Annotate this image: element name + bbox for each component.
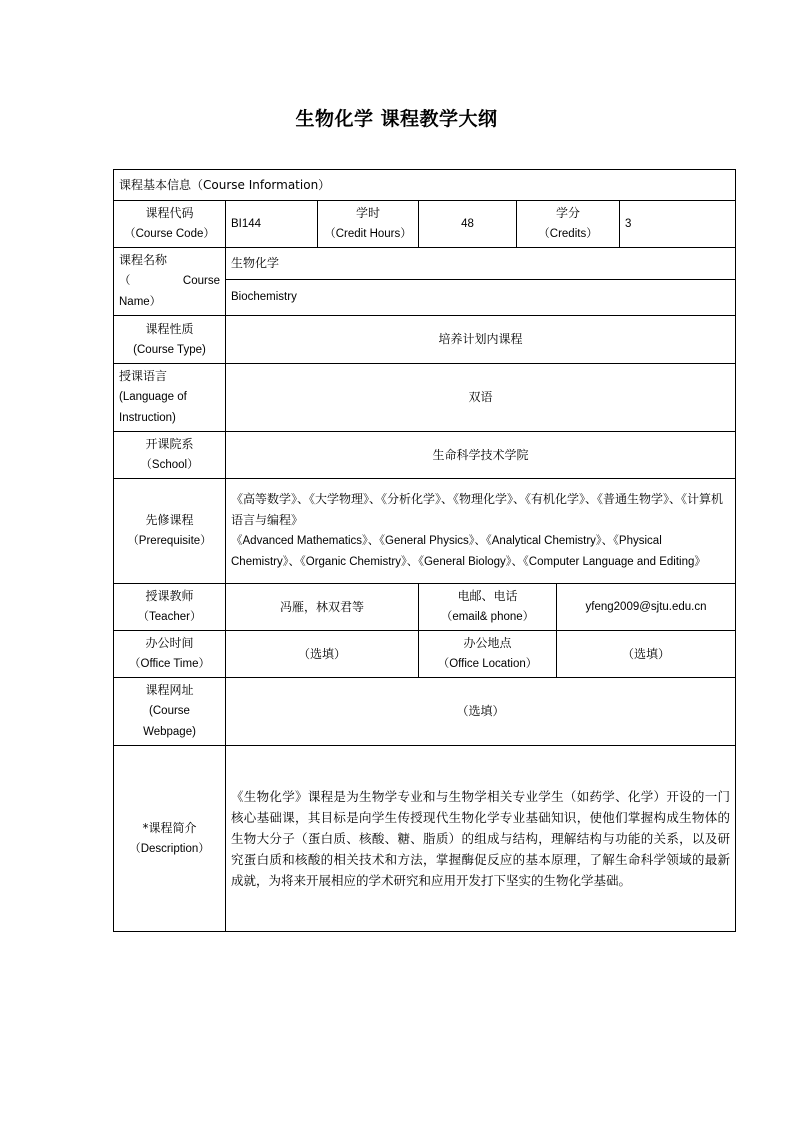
teacher-label [114,584,226,631]
prerequisite-value-en: 《Advanced Mathematics》、《General Physics》、《Analytical Chemistry》、《Physical Chemistry》、《Organic Chemistry》、《General Biology》、《Computer Language and Editing》 [231,535,706,568]
office-location-label-en: （Office Location） [437,658,538,670]
credit-hours-label [318,201,419,248]
language-row [114,364,736,432]
webpage-label-en-1: (Course [149,705,190,717]
office-time-label-cn: 办公时间 [145,636,194,650]
description-value: 《生物化学》课程是为生物学专业和与生物学相关专业学生（如药学、化学）开设的一门核心基础课，其目标是向学生传授现代生物化学专业基础知识，使他们掌握构成生物体的生物大分子（蛋白质、核酸、糖、脂质）的组成与结构，理解结构与功能的关系，以及研究蛋白质和核酸的相关技术和方法，掌握酶促反应的基本原理，了解生命科学领域的最新成就，为将来开展相应的学术研究和应用开发打下坚实的生物化学基础。 [226,746,736,932]
course-name-label-en [119,271,220,292]
office-row [114,631,736,678]
section-header: 课程基本信息（Course Information） [114,170,736,201]
credits-label-cn: 学分 [555,206,580,220]
contact-label [419,584,557,631]
webpage-value: （选填） [226,678,736,746]
teacher-row [114,584,736,631]
course-name-value-cn: 生物化学 [226,248,736,280]
course-name-label-cn: 课程名称 [119,253,168,267]
credits-label-en: （Credits） [538,228,598,240]
course-type-row [114,316,736,364]
school-label-cn: 开课院系 [145,437,194,451]
course-name-label-en-2: Name） [119,296,162,308]
language-label-en-1: (Language of [119,391,187,403]
webpage-row [114,678,736,746]
course-name-row-cn [114,248,736,280]
course-code-label-en: （Course Code） [124,228,215,240]
course-name-value-en: Biochemistry [226,280,736,316]
description-row [114,746,736,932]
credits-label [517,201,620,248]
contact-label-cn: 电邮、电话 [457,589,518,603]
school-value: 生命科学技术学院 [226,432,736,479]
language-label-cn: 授课语言 [119,369,168,383]
office-time-value: （选填） [226,631,419,678]
course-type-value: 培养计划内课程 [226,316,736,364]
teacher-label-en: （Teacher） [137,611,202,623]
contact-email: yfeng2009@sjtu.edu.cn [557,584,736,631]
course-type-label-en: (Course Type) [133,343,206,356]
school-label [114,432,226,479]
office-location-label [419,631,557,678]
teacher-value: 冯雁，林双君等 [226,584,419,631]
language-label [114,364,226,432]
description-label-en: （Description） [129,842,210,855]
webpage-label-cn: 课程网址 [145,683,194,697]
prerequisite-row [114,479,736,584]
webpage-label [114,678,226,746]
description-label-cn: *课程简介 [142,820,197,835]
office-time-label-en: （Office Time） [129,658,210,670]
language-label-en-2: Instruction) [119,412,176,424]
course-code-value: BI144 [226,201,318,248]
course-code-label-cn: 课程代码 [145,206,194,220]
credits-value: 3 [620,201,736,248]
course-type-label [114,316,226,364]
page-title: 生物化学 课程教学大纲 [295,108,498,130]
teacher-label-cn: 授课教师 [145,589,194,603]
webpage-label-en-2: Webpage) [143,726,196,738]
course-code-row [114,201,736,248]
office-location-value: （选填） [557,631,736,678]
course-name-label-en-part2: Course [182,275,220,287]
credit-hours-label-cn: 学时 [355,206,380,220]
course-type-label-cn: 课程性质 [145,321,194,336]
credit-hours-value: 48 [419,201,517,248]
school-row [114,432,736,479]
prerequisite-value-cn: 《高等数学》、《大学物理》、《分析化学》、《物理化学》、《有机化学》、《普通生物学》、《计算机语言与编程》 [231,492,724,527]
office-time-label [114,631,226,678]
prerequisite-value [226,479,736,584]
prerequisite-label-cn: 先修课程 [145,513,194,527]
course-name-label-en-part1: （ [119,275,156,287]
language-value: 双语 [226,364,736,432]
credit-hours-label-en: （Credit Hours） [324,228,412,240]
section-header-row [114,170,736,201]
description-label [114,746,226,932]
prerequisite-label-en: （Prerequisite） [127,535,212,547]
contact-label-en: （email& phone） [440,611,535,623]
school-label-en: （School） [140,459,199,471]
office-location-label-cn: 办公地点 [463,636,512,650]
course-name-label [114,248,226,316]
prerequisite-label [114,479,226,584]
course-info-table [113,169,736,932]
course-code-label [114,201,226,248]
